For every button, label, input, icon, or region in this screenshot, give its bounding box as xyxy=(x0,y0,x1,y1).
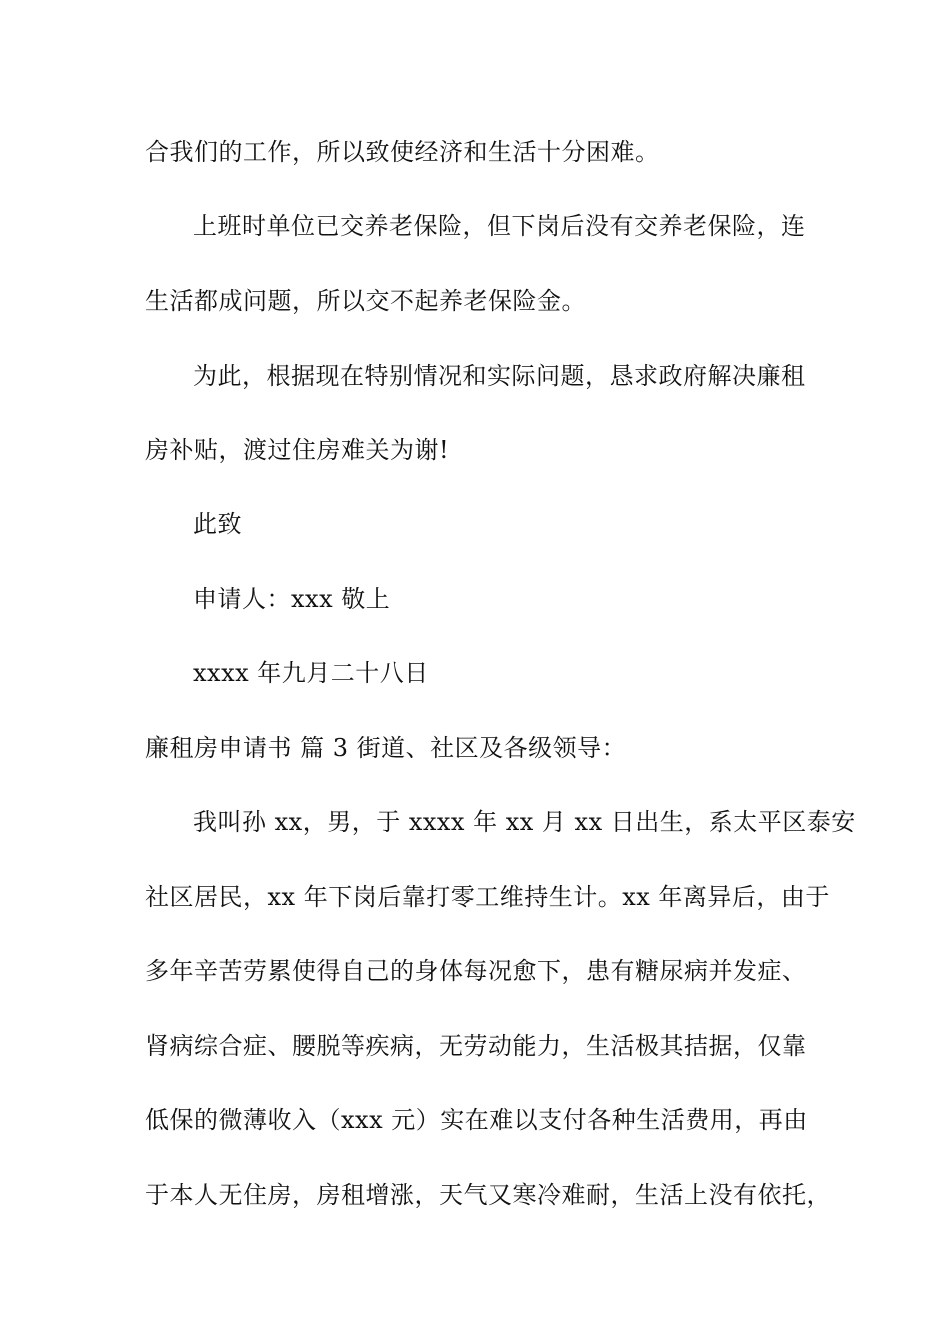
section-heading: 廉租房申请书 篇 3 街道、社区及各级领导： xyxy=(145,734,627,762)
text-line: 低保的微薄收入（xxx 元）实在难以支付各种生活费用，再由 xyxy=(145,1106,808,1134)
text-line: 合我们的工作，所以致使经济和生活十分困难。 xyxy=(145,138,660,166)
applicant-signature: 申请人：xxx 敬上 xyxy=(193,585,391,613)
document-date: xxxx 年九月二十八日 xyxy=(193,659,429,687)
closing-salutation: 此致 xyxy=(193,510,242,538)
text-line: 社区居民，xx 年下岗后靠打零工维持生计。xx 年离异后，由于 xyxy=(145,883,830,911)
text-line: 生活都成问题，所以交不起养老保险金。 xyxy=(145,287,586,315)
text-line: 肾病综合症、腰脱等疾病，无劳动能力，生活极其拮据，仅靠 xyxy=(145,1032,807,1060)
text-line: 上班时单位已交养老保险，但下岗后没有交养老保险，连 xyxy=(193,212,806,240)
text-line: 于本人无住房，房租增涨，天气又寒冷难耐，生活上没有依托， xyxy=(145,1181,831,1209)
text-line: 多年辛苦劳累使得自己的身体每况愈下，患有糖尿病并发症、 xyxy=(145,957,807,985)
text-line: 为此，根据现在特别情况和实际问题，恳求政府解决廉租 xyxy=(193,362,806,390)
text-line: 我叫孙 xx，男，于 xxxx 年 xx 月 xx 日出生，系太平区泰安 xyxy=(193,808,856,836)
text-line: 房补贴，渡过住房难关为谢! xyxy=(145,436,450,464)
